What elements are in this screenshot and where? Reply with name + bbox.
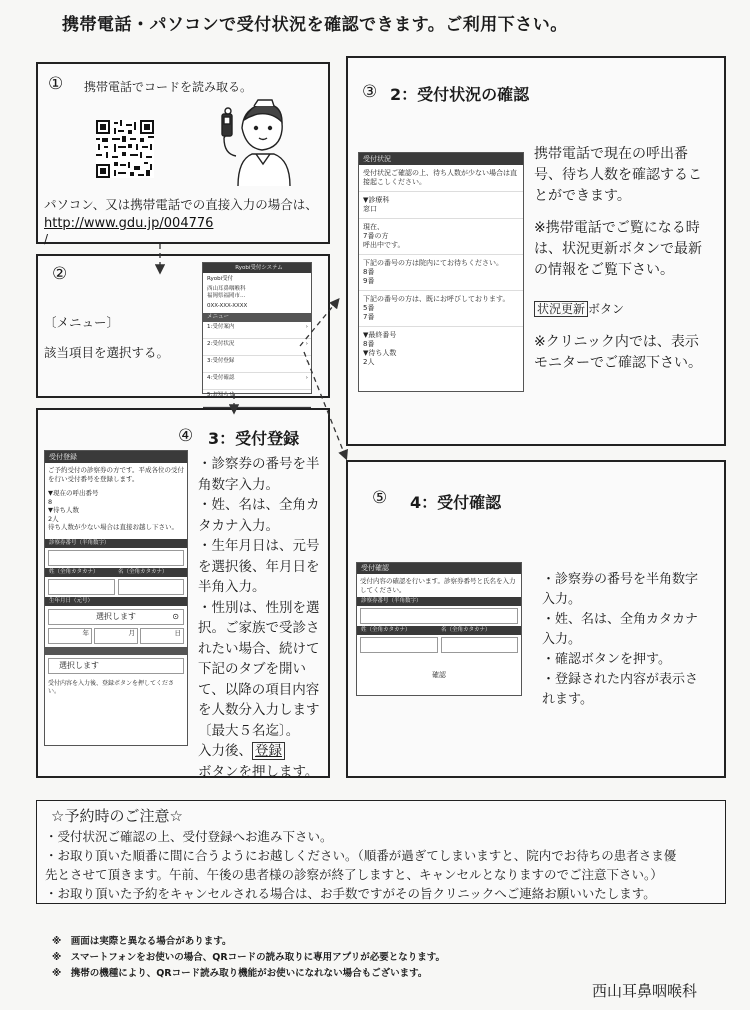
step4-bullet: ・性別は、性別を選択。ご家族で受診されたい場合、続けて下記のタブを開いて、以降の項目内容を人数分入力します〔最大５名迄〕。 — [198, 599, 320, 739]
footnote: ※ スマートフォンをお使いの場合、QRコードの読み取りに専用アプリが必要となります。 — [52, 952, 446, 963]
clinic-name: 西山耳鼻咽喉科 — [592, 982, 698, 1000]
step5-title: 4：受付確認 — [410, 493, 502, 512]
menu-label: 〔メニュー〕 — [44, 315, 120, 330]
step4-bullet: ・診察券の番号を半角数字入力。 — [198, 456, 320, 493]
arrow-step2-to-step5 — [304, 352, 346, 458]
notice-box — [36, 800, 726, 904]
footnotes — [52, 934, 612, 982]
step4-bullet: ・生年月日は、元号を選択後、年月日を半角入力。 — [198, 538, 320, 595]
phone-line: 西山耳鼻咽喉科 — [207, 286, 246, 292]
waiting-note: 下記の番号の方は院内にてお待ちください。 — [363, 259, 503, 267]
called-note: 下記の番号の方は、既にお呼びしております。 — [363, 295, 510, 303]
pc-access-text: パソコン、又は携帯電話での直接入力の場合は、 — [44, 197, 318, 212]
menu-item[interactable]: 3:受付登録 › — [203, 356, 311, 373]
page-title: 携帯電話・パソコンで受付状況を確認できます。ご利用下さい。 — [62, 15, 568, 35]
step4-number: ④ — [178, 426, 194, 446]
url-slash: / — [44, 232, 49, 246]
status-line: 7番の方 — [363, 232, 389, 240]
menu-header: メニュー — [203, 313, 311, 322]
confirm-card-label: 診察券番号（半角数字） — [357, 597, 521, 606]
notice-line: ・受付状況ご確認の上、受付登録へお進み下さい。 — [45, 829, 333, 844]
waiting-number: 8番 — [363, 268, 375, 276]
step5-bullet: ・登録された内容が表示されます。 — [542, 672, 699, 707]
step5-bullet: ・姓、名は、全角カタカナ入力。 — [542, 612, 699, 647]
year-input[interactable]: 年 — [48, 628, 92, 644]
notice-line: 先とさせて頂きます。午前、午後の患者様の診察が終了しますと、キャンセルとなりますのでご注意下さい。） — [45, 867, 663, 882]
phone-bar: 受付登録 — [45, 451, 187, 463]
confirm-intro: 受付内容の確認を行います。診察券番号と氏名を入力してください。 — [360, 577, 516, 594]
step4-title: 3：受付登録 — [208, 429, 300, 448]
step4-button-suffix: ボタンを押します。 — [198, 763, 319, 780]
step3-number: ③ — [362, 82, 378, 102]
name-field-labels: 姓（全角カタカナ） 名（全角カタカナ） — [45, 568, 187, 577]
step1-instruction: 携帯電話でコードを読み取る。 — [84, 80, 253, 94]
menu-item[interactable]: 5:お知らせ — [203, 390, 311, 407]
called-number: 7番 — [363, 313, 375, 321]
phone-line: Ryobi受付 — [207, 276, 234, 282]
step3-text-1: 携帯電話で現在の呼出番号、待ち人数を確認することができます。 — [534, 146, 702, 204]
register-button[interactable]: 登録 — [252, 742, 285, 760]
footnote: ※ 携帯の機種により、QRコード読み取り機能がお使いになれない場合もございます。 — [52, 968, 428, 979]
notice-line: ・お取り頂いた順番に間に合うようにお越しください。（順番が過ぎてしまいますと、院内でお待ちの患者さま優 — [45, 848, 677, 863]
last-number-value: 8番 — [363, 340, 375, 348]
arrow-step2-to-step3 — [300, 300, 338, 346]
dept-label: ▼診療科 — [363, 196, 390, 204]
clinic-url-link[interactable]: http://www.gdu.jp/004776 — [44, 216, 214, 231]
phone-line: 0XX-XXX-XXXX — [207, 303, 248, 309]
dept-value: 窓口 — [363, 205, 377, 213]
call-label: ▼現在の呼出番号 — [48, 489, 99, 497]
status-line: 現在、 — [363, 223, 384, 231]
step4-bullet: ・姓、名は、全角カタカナ入力。 — [198, 497, 320, 534]
menu-item[interactable]: 1:受付案内 › — [203, 322, 311, 339]
call-value: 8 — [48, 497, 53, 506]
step5-number: ⑤ — [372, 488, 388, 508]
register-intro: ご予約受付の診察券の方です。平成各位の受付を行い受付番号を登録します。 — [48, 466, 184, 483]
card-number-field-label: 診察券番号（半角数字） — [45, 539, 187, 548]
menu-item[interactable]: 2:受付状況 › — [203, 339, 311, 356]
footnote: ※ 画面は実際と異なる場合があります。 — [52, 936, 232, 947]
gender-select[interactable]: 選択します — [48, 658, 184, 674]
step2-number: ② — [52, 264, 68, 284]
confirm-name-labels: 姓（全角カタカナ） 名（全角カタカナ） — [357, 626, 521, 635]
era-select[interactable]: 選択します ⊙ — [48, 609, 184, 625]
step2-instruction: 該当項目を選択する。 — [44, 345, 170, 360]
step4-after-text: 入力後、 登録 — [198, 741, 322, 762]
step1-number: ① — [48, 74, 64, 94]
phone-bar: 受付確認 — [357, 563, 521, 574]
notice-title: ☆予約時のご注意☆ — [51, 807, 183, 825]
phone-line: 福岡県福岡市… — [207, 293, 246, 299]
step3-text-2: ※携帯電話でご覧になる時は、状況更新ボタンで最新の情報をご覧下さい。 — [534, 220, 702, 278]
wait-value: 2人 — [48, 514, 59, 523]
step5-bullet: ・確認ボタンを押す。 — [542, 652, 671, 667]
register-footer: 受付内容を入力後、登録ボタンを押してください。 — [48, 679, 175, 695]
day-input[interactable]: 日 — [140, 628, 184, 644]
birthdate-field-label: 生年月日（元号） — [45, 597, 187, 606]
wait-count-label: ▼待ち人数 — [363, 349, 397, 357]
status-update-button-label: 状況更新 ボタン — [534, 300, 624, 318]
phone-bar: 受付状況 — [359, 153, 523, 165]
step3-title: 2：受付状況の確認 — [390, 85, 530, 104]
called-number: 5番 — [363, 304, 375, 312]
step5-bullet: ・診察券の番号を半角数字入力。 — [542, 572, 699, 607]
confirm-button[interactable]: 確認 — [432, 671, 446, 679]
phone-bar: Ryobi受付システム — [203, 263, 311, 273]
wait-label: ▼待ち人数 — [48, 506, 79, 514]
menu-item[interactable]: 4:受付確認 › — [203, 373, 311, 390]
status-intro: 受付状況ご確認の上、待ち人数が少ない場合は直接起こしください。 — [359, 165, 523, 192]
wait-note: 待ち人数が少ない場合は直接お越し下さい。 — [48, 523, 178, 531]
status-line: 呼出中です。 — [363, 241, 405, 249]
notice-line: ・お取り頂いた予約をキャンセルされる場合は、お手数ですがその旨クリニックへご連絡お願いいたします。 — [45, 886, 656, 901]
last-number-label: ▼最終番号 — [363, 331, 397, 339]
status-update-button[interactable]: 状況更新 — [534, 301, 588, 317]
waiting-number: 9番 — [363, 277, 375, 285]
step3-text-3: ※クリニック内では、表示モニターでご確認下さい。 — [534, 334, 702, 371]
wait-count-value: 2人 — [363, 358, 375, 366]
month-input[interactable]: 月 — [94, 628, 138, 644]
